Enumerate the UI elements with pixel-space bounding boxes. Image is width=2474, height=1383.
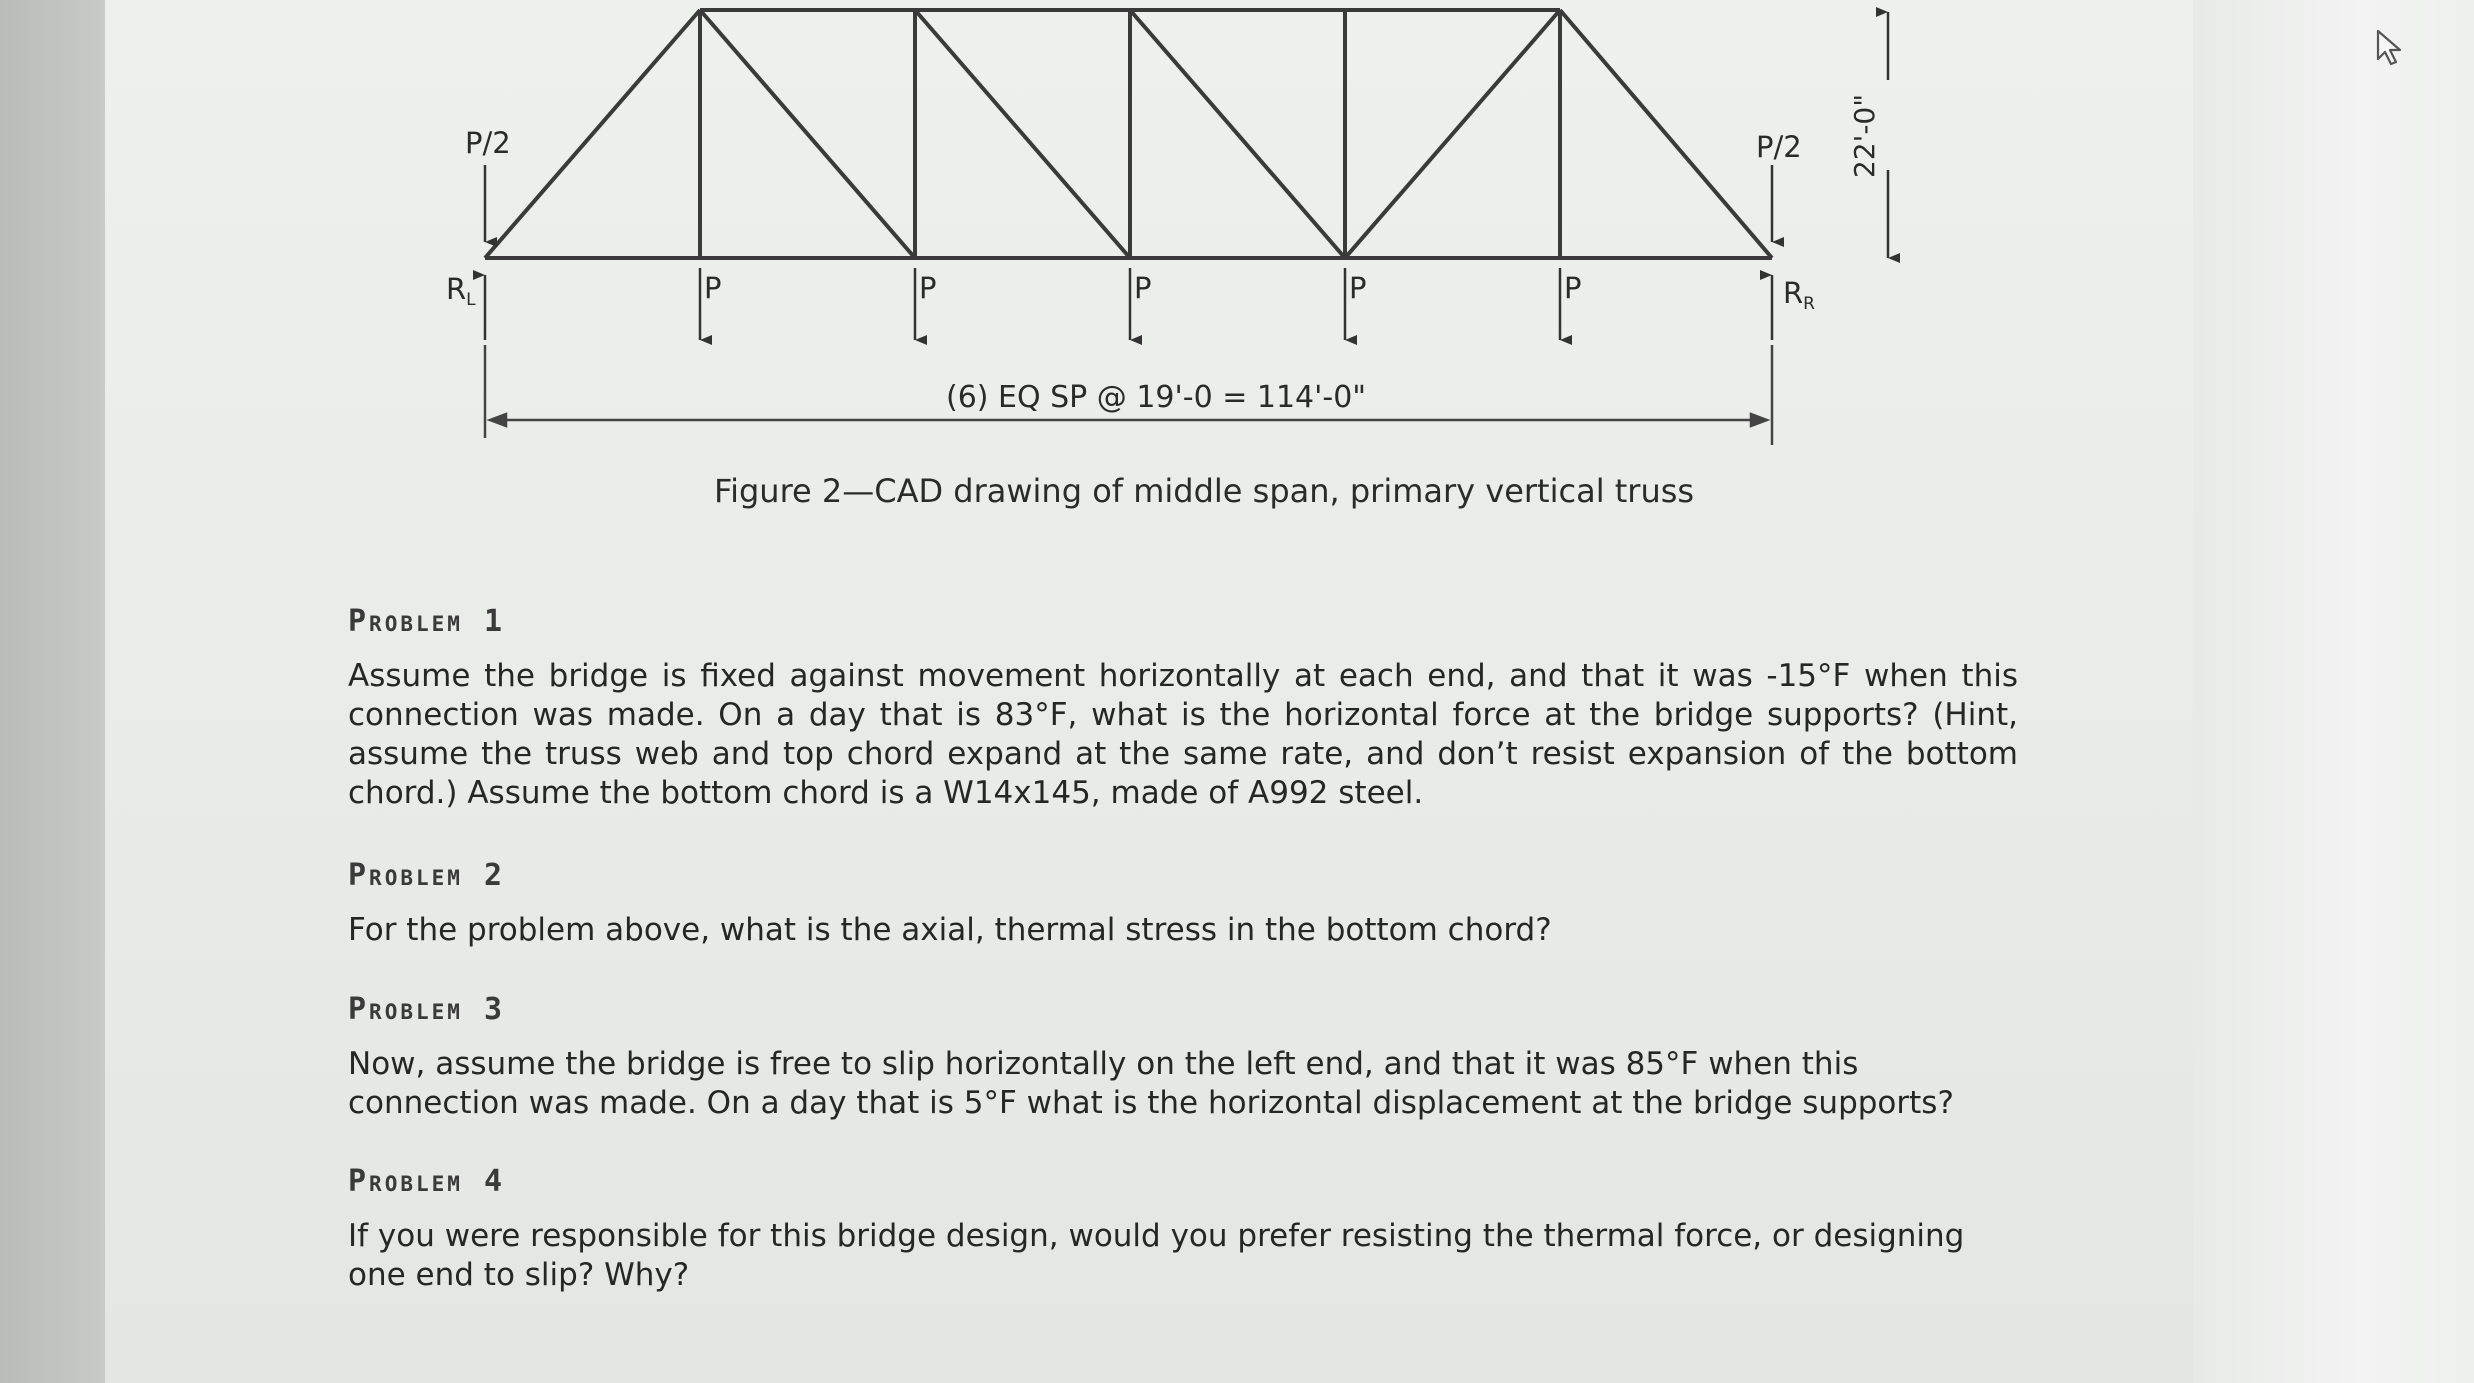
problem-text: If you were responsible for this bridge design, would you prefer resisting the thermal force, or designing one end to slip? Why?: [348, 1218, 1965, 1293]
end-diagonal-right: [1560, 10, 1772, 258]
web-diagonal: [700, 10, 915, 258]
figure-caption: Figure 2—CAD drawing of middle span, primary vertical truss: [714, 472, 1695, 510]
panel-load-label: P: [1134, 271, 1152, 305]
reaction-label-right: $R_R$: [1783, 276, 1815, 314]
span-dimension-label: (6) EQ SP @ 19'-0 = 114'-0": [946, 380, 1367, 415]
problem-heading: Problem 4: [348, 1164, 506, 1199]
panel-load-label: P: [1564, 271, 1582, 305]
problem-text: Now, assume the bridge is free to slip horizontally on the left end, and that it was 85°F when this connection was made. On a day that is 5°F what is the horizontal displacement at the bridge supports?: [348, 1046, 1954, 1121]
end-diagonal-left: [485, 10, 700, 258]
problem-4: [348, 1164, 2018, 1295]
panel-load-arrows: [700, 268, 1560, 340]
web-diagonal: [915, 10, 1130, 258]
panel-load-label: P: [704, 271, 722, 305]
load-label-left: P/2: [465, 126, 511, 160]
web-diagonal: [1345, 10, 1560, 258]
problem-text: Assume the bridge is fixed against movement horizontally at each end, and that it was -15°F when this connection was made. On a day that is 83°F, what is the horizontal force at the bridge supports? (Hint, assume the truss web and top chord expand at the same rate, and don’t resist expansion of the bottom chord.) Assume the bottom chord is a W14x145, made of A992 steel.: [348, 658, 2018, 811]
height-dimension-label: 22'-0": [1848, 93, 1881, 178]
problem-1: [348, 604, 2018, 813]
reaction-label-left: $R_L$: [446, 272, 476, 310]
problem-heading: Problem 2: [348, 858, 506, 893]
problem-2: [348, 858, 2018, 950]
truss-members: [485, 10, 1772, 258]
panel-load-label: P: [919, 271, 937, 305]
web-diagonal: [1130, 10, 1345, 258]
problem-3: [348, 992, 2018, 1123]
mouse-pointer-icon: [2374, 28, 2410, 68]
truss-figure: [0, 0, 2474, 520]
problem-text: For the problem above, what is the axial, thermal stress in the bottom chord?: [348, 912, 1552, 948]
load-label-right: P/2: [1756, 130, 1802, 164]
panel-load-label: P: [1349, 271, 1367, 305]
problem-heading: Problem 3: [348, 992, 506, 1027]
problem-heading: Problem 1: [348, 604, 506, 639]
